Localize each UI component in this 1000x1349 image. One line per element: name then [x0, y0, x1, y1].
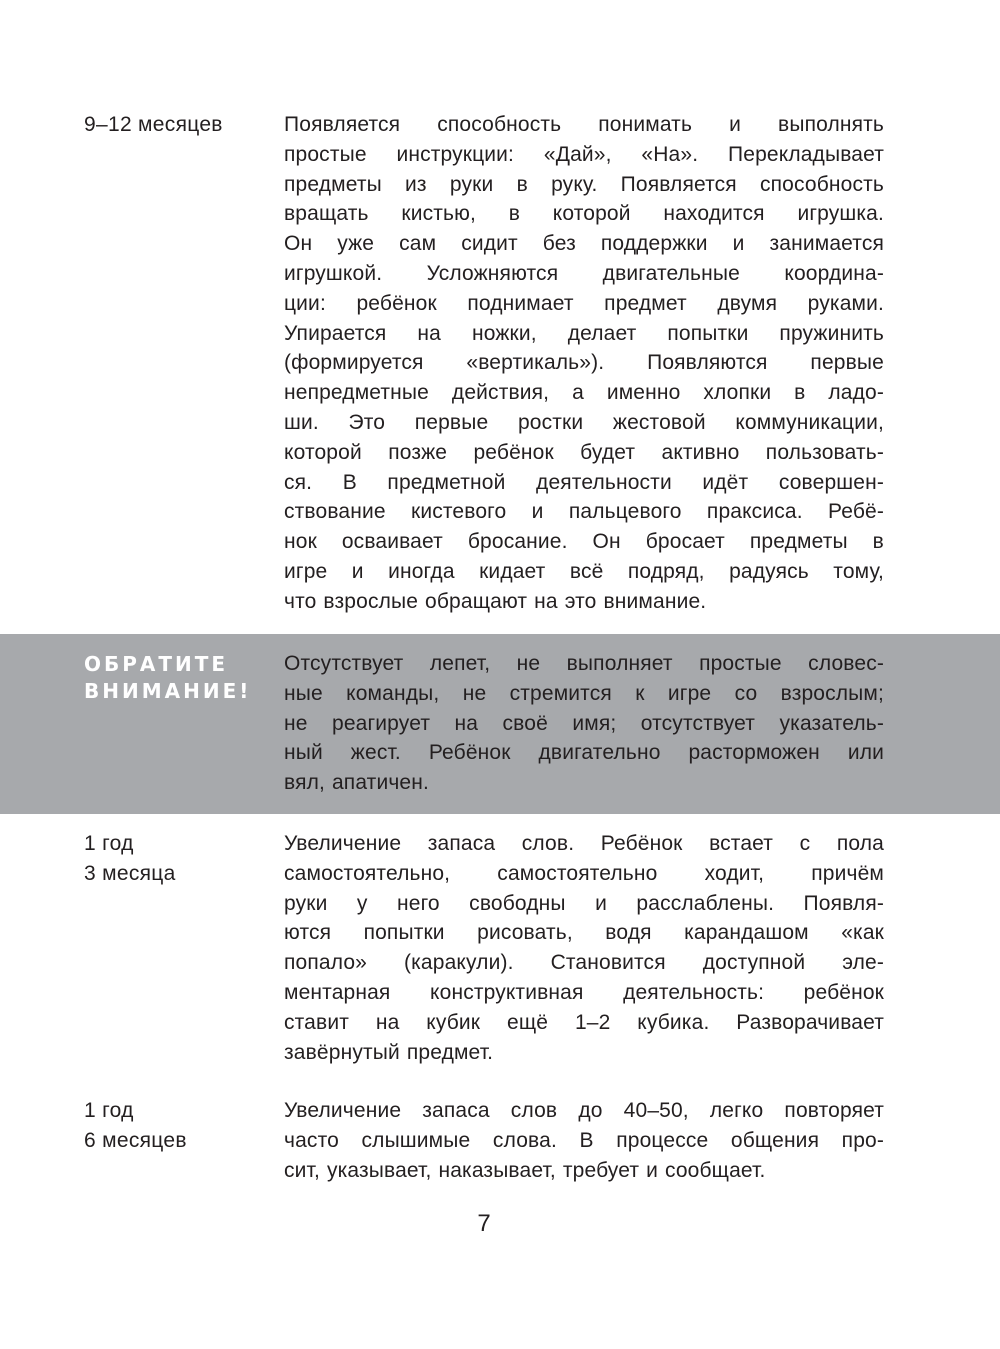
text-line: ные команды, не стремится к игре со взрослым; — [284, 681, 884, 705]
text-line: которой позже ребёнок будет активно пользовать- — [284, 440, 884, 464]
age-label — [84, 829, 274, 889]
text-line: Увеличение запаса слов до 40–50, легко повторяет — [284, 1099, 884, 1122]
text-line: непредметные действия, а именно хлопки в ладо- — [284, 381, 884, 405]
text-line: (формируется «вертикаль»). Появляются первые — [284, 351, 884, 375]
text-line: Увеличение запаса слов. Ребёнок встает с пола — [284, 832, 884, 855]
text-line: руки у него свободны и расслаблены. Появля- — [284, 891, 884, 915]
text-line: часто слышимые слова. В процессе общения про- — [284, 1128, 884, 1152]
age-label-line: 1 год — [84, 1099, 134, 1122]
age-label-line: 1 год — [84, 832, 134, 855]
text-line: игрушкой. Усложняются двигательные координа- — [284, 261, 884, 285]
age-label — [84, 1096, 274, 1156]
text-line: что взрослые обращают на это внимание. — [284, 589, 707, 613]
text-line: не реагирует на своё имя; отсутствует указатель- — [284, 711, 884, 735]
attention-label — [84, 651, 274, 705]
attention-label-line: ОБРАТИТЕ — [84, 652, 229, 676]
text-line: вращать кистью, в которой находится игрушка. — [284, 202, 884, 226]
development-description — [284, 1096, 884, 1185]
text-line: ствование кистевого и пальцевого праксиса. Ребё- — [284, 500, 884, 524]
text-line: самостоятельно, самостоятельно ходит, причём — [284, 861, 884, 885]
text-line: предметы из руки в руку. Появляется способность — [284, 172, 884, 196]
attention-block — [0, 634, 1000, 814]
text-line: ся. В предметной деятельности идёт совершен- — [284, 470, 884, 494]
age-label-line: 3 месяца — [84, 861, 176, 885]
age-label-line: 6 месяцев — [84, 1128, 187, 1152]
text-line: ставит на кубик ещё 1–2 кубика. Разворачивает — [284, 1010, 884, 1034]
text-line: Появляется способность понимать и выполнять — [284, 113, 884, 136]
age-label-line: 9–12 месяцев — [84, 113, 223, 136]
text-line: Упирается на ножки, делает попытки пружинить — [284, 321, 884, 345]
text-line: ши. Это первые ростки жестовой коммуникации, — [284, 410, 884, 434]
page-number: 7 — [477, 1210, 491, 1237]
age-label — [84, 110, 274, 140]
text-line: сит, указывает, наказывает, требует и сообщает. — [284, 1158, 766, 1182]
text-line: попало» (каракули). Становится доступной эле- — [284, 951, 884, 975]
text-line: завёрнутый предмет. — [284, 1040, 494, 1064]
text-line: ментарная конструктивная деятельность: ребёнок — [284, 980, 884, 1004]
text-line: ции: ребёнок поднимает предмет двумя руками. — [284, 291, 884, 315]
text-line: вял, апатичен. — [284, 771, 429, 795]
development-description — [284, 829, 884, 1067]
attention-description — [284, 649, 884, 798]
text-line: Отсутствует лепет, не выполняет простые словес- — [284, 652, 884, 675]
text-line: ный жест. Ребёнок двигательно расторможен или — [284, 741, 884, 765]
text-line: игре и иногда кидает всё подряд, радуясь тому, — [284, 559, 884, 583]
text-line: Он уже сам сидит без поддержки и занимается — [284, 232, 884, 256]
text-line: нок осваивает бросание. Он бросает предметы в — [284, 530, 884, 554]
text-line: ются попытки рисовать, водя карандашом «как — [284, 921, 884, 945]
text-line: простые инструкции: «Дай», «На». Перекладывает — [284, 142, 884, 166]
development-description — [284, 110, 884, 617]
attention-label-line: ВНИМАНИЕ! — [84, 679, 252, 703]
